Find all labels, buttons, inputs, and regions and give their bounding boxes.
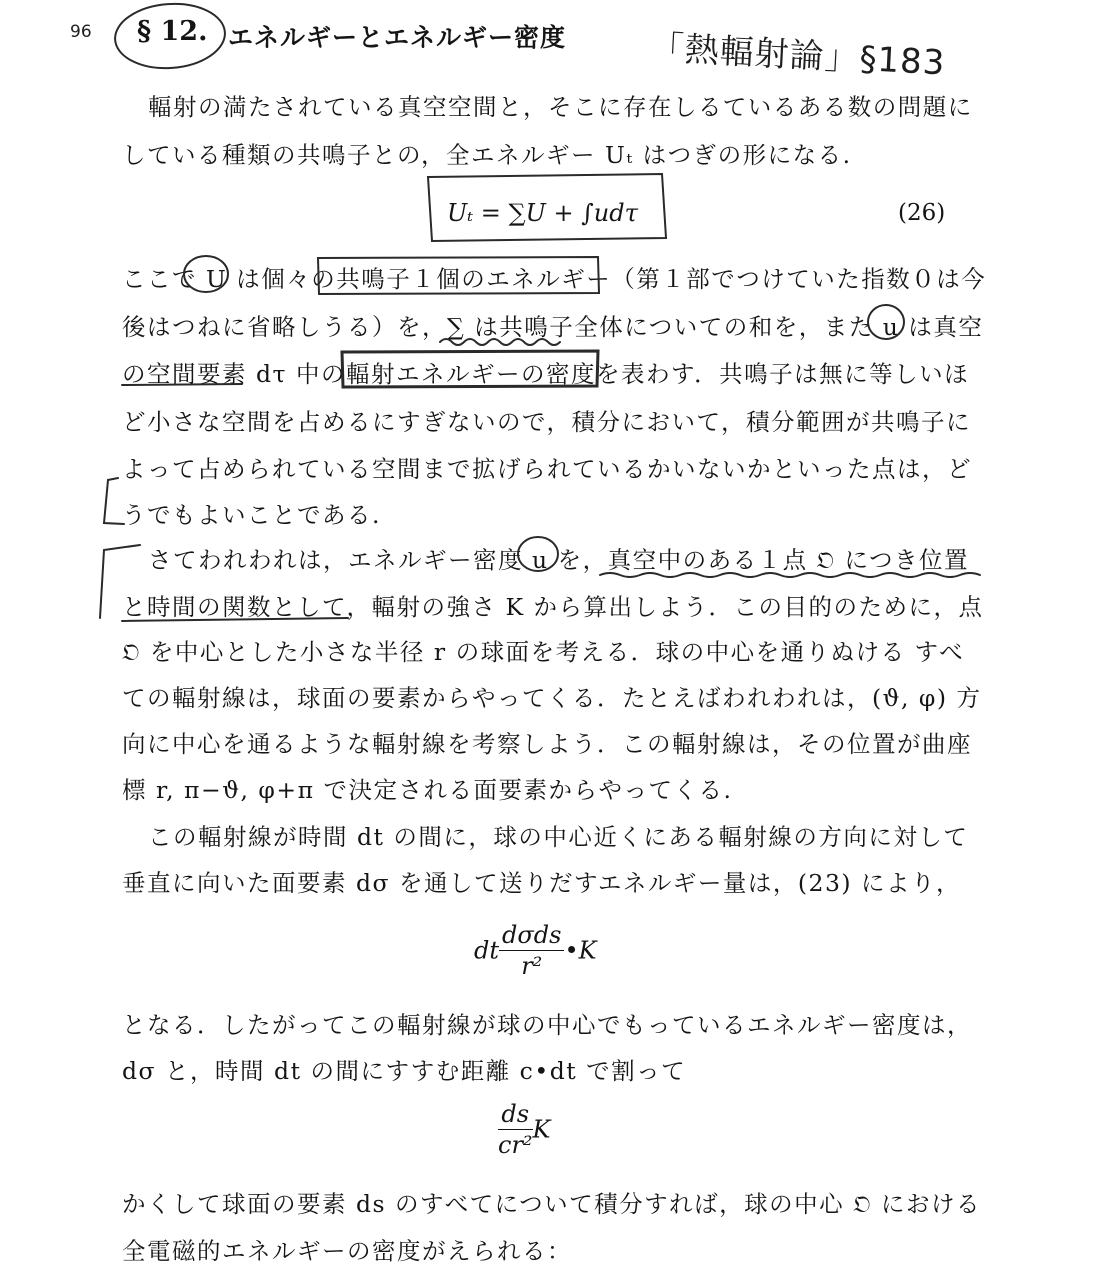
text-line-1: 輻射の満たされている真空空間と，そこに存在しるているある数の問題に bbox=[148, 93, 973, 121]
text-line-15: この輻射線が時間 dt の間に，球の中心近くにある輻射線の方向に対して bbox=[148, 823, 969, 851]
equation-density-denominator: cr² bbox=[498, 1131, 533, 1159]
section-title: エネルギーとエネルギー密度 bbox=[228, 23, 567, 52]
equation-density bbox=[498, 1100, 550, 1159]
equation-energy-numerator: dσds bbox=[499, 921, 564, 951]
equation-energy-fraction bbox=[499, 921, 564, 980]
text-line-6: ど小さな空間を占めるにすぎないので，積分において，積分範囲が共鳴子に bbox=[122, 408, 972, 436]
text-line-3: ここで U は個々の共鳴子１個のエネルギー（第１部でつけていた指数０は今 bbox=[122, 265, 987, 293]
text-line-20: 全電磁的エネルギーの密度がえられる： bbox=[122, 1237, 572, 1265]
handwritten-reference-note: 「熱輻射論」§183 bbox=[648, 28, 947, 84]
section-number: § 12. bbox=[137, 16, 208, 47]
equation-26: Uₜ = ∑U + ∫udτ bbox=[447, 199, 638, 227]
text-line-12: ての輻射線は，球面の要素からやってくる．たとえばわれわれは，(ϑ, φ) 方 bbox=[122, 684, 982, 712]
equation-energy-suffix: •K bbox=[564, 936, 597, 965]
equation-density-numerator: ds bbox=[498, 1100, 533, 1130]
text-line-13: 向に中心を通るような輻射線を考察しよう．この輻射線は，その位置が曲座 bbox=[122, 730, 972, 758]
text-line-18: dσ と，時間 dt の間にすすむ距離 c•dt で割って bbox=[122, 1057, 687, 1085]
text-line-7: よって占められている空間まで拡げられているかいないかといった点は，ど bbox=[122, 455, 972, 483]
text-line-14: 標 r, π−ϑ, φ+π で決定される面要素からやってくる. bbox=[122, 776, 733, 804]
page-number: 96 bbox=[70, 22, 92, 42]
equation-energy-prefix: dt bbox=[474, 936, 500, 965]
text-line-8: うでもよいことである. bbox=[122, 501, 381, 529]
equation-energy-denominator: r² bbox=[521, 952, 543, 980]
equation-26-label: (26) bbox=[898, 200, 946, 226]
equation-density-fraction bbox=[498, 1100, 533, 1159]
text-line-10: と時間の関数として，輻射の強さ K から算出しよう．この目的のために，点 bbox=[122, 593, 984, 621]
equation-density-suffix: K bbox=[532, 1115, 551, 1144]
text-line-5: の空間要素 dτ 中の輻射エネルギーの密度を表わす．共鳴子は無に等しいほ bbox=[122, 360, 970, 388]
text-line-11: 𝔒 を中心とした小さな半径 r の球面を考える．球の中心を通りぬける すべ bbox=[122, 638, 965, 666]
text-line-9: さてわれわれは，エネルギー密度 u を，真空中のある１点 𝔒 につき位置 bbox=[148, 546, 969, 574]
margin-bracket-1 bbox=[104, 478, 124, 524]
text-line-16: 垂直に向いた面要素 dσ を通して送りだすエネルギー量は，(23) により， bbox=[122, 869, 962, 897]
text-line-19: かくして球面の要素 ds のすべてについて積分すれば，球の中心 𝔒 における bbox=[122, 1190, 981, 1218]
text-line-2: している種類の共鳴子との，全エネルギー Uₜ はつぎの形になる. bbox=[122, 141, 852, 169]
text-line-17: となる．したがってこの輻射線が球の中心でもっているエネルギー密度は， bbox=[122, 1011, 972, 1039]
equation-energy bbox=[474, 921, 597, 980]
text-line-4: 後はつねに省略しうる）を，∑ は共鳴子全体についての和を，また u は真空 bbox=[122, 313, 984, 341]
